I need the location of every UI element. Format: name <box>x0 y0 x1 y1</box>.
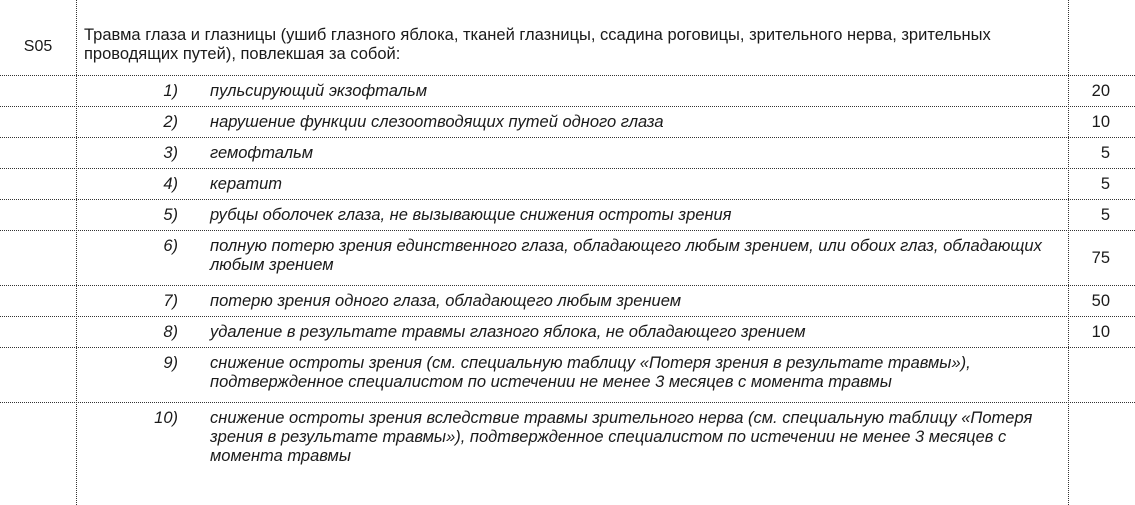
table-row <box>0 75 1135 106</box>
header-row <box>0 0 1135 75</box>
diagnosis-code: S05 <box>23 38 53 55</box>
table-row <box>0 402 1135 505</box>
item-number: 1) <box>163 82 178 100</box>
item-number: 10) <box>154 409 178 427</box>
item-number: 3) <box>163 144 178 162</box>
table-row <box>0 285 1135 316</box>
item-value: 10 <box>1091 113 1110 131</box>
item-text: полную потерю зрения единственного глаза, обладающего любым зрением, или обоих глаз, обладающих любым зрением <box>210 237 1042 274</box>
table-row <box>0 230 1135 285</box>
diagnosis-description: Травма глаза и глазницы (ушиб глазного яблока, тканей глазницы, ссадина роговицы, зрительного нерва, зрительных проводящих путей), повлекшая за собой: <box>84 26 991 63</box>
item-text: рубцы оболочек глаза, не вызывающие снижения остроты зрения <box>210 206 732 224</box>
item-text: удаление в результате травмы глазного яблока, не обладающего зрением <box>210 323 806 341</box>
item-text: пульсирующий экзофтальм <box>210 82 428 100</box>
table-row <box>0 168 1135 199</box>
table-row <box>0 106 1135 137</box>
item-text: снижение остроты зрения (см. специальную таблицу «Потеря зрения в результате травмы»), подтвержденное специалистом по истечении не менее 3 месяцев с момента травмы <box>210 354 971 391</box>
table-row <box>0 347 1135 402</box>
item-text: кератит <box>210 175 282 193</box>
table-row <box>0 316 1135 347</box>
item-value: 20 <box>1091 82 1110 100</box>
item-value: 10 <box>1091 323 1110 341</box>
item-text: снижение остроты зрения вследствие травмы зрительного нерва (см. специальную таблицу «Потеря зрения в результате травмы»), подтвержденное специалистом по истечении не менее 3 месяцев с момента травмы <box>210 409 1033 465</box>
item-value: 5 <box>1100 175 1110 193</box>
item-number: 9) <box>163 354 178 372</box>
item-text: нарушение функции слезоотводящих путей одного глаза <box>210 113 664 131</box>
item-text: потерю зрения одного глаза, обладающего любым зрением <box>210 292 682 310</box>
item-text: гемофтальм <box>210 144 314 162</box>
table-row <box>0 137 1135 168</box>
item-number: 8) <box>163 323 178 341</box>
item-number: 6) <box>163 237 178 255</box>
item-value: 5 <box>1100 206 1110 224</box>
item-value: 50 <box>1091 292 1110 310</box>
item-value: 75 <box>1091 249 1110 267</box>
table-row <box>0 199 1135 230</box>
item-value: 5 <box>1100 144 1110 162</box>
item-number: 7) <box>163 292 178 310</box>
item-number: 4) <box>163 175 178 193</box>
item-number: 5) <box>163 206 178 224</box>
item-number: 2) <box>163 113 178 131</box>
